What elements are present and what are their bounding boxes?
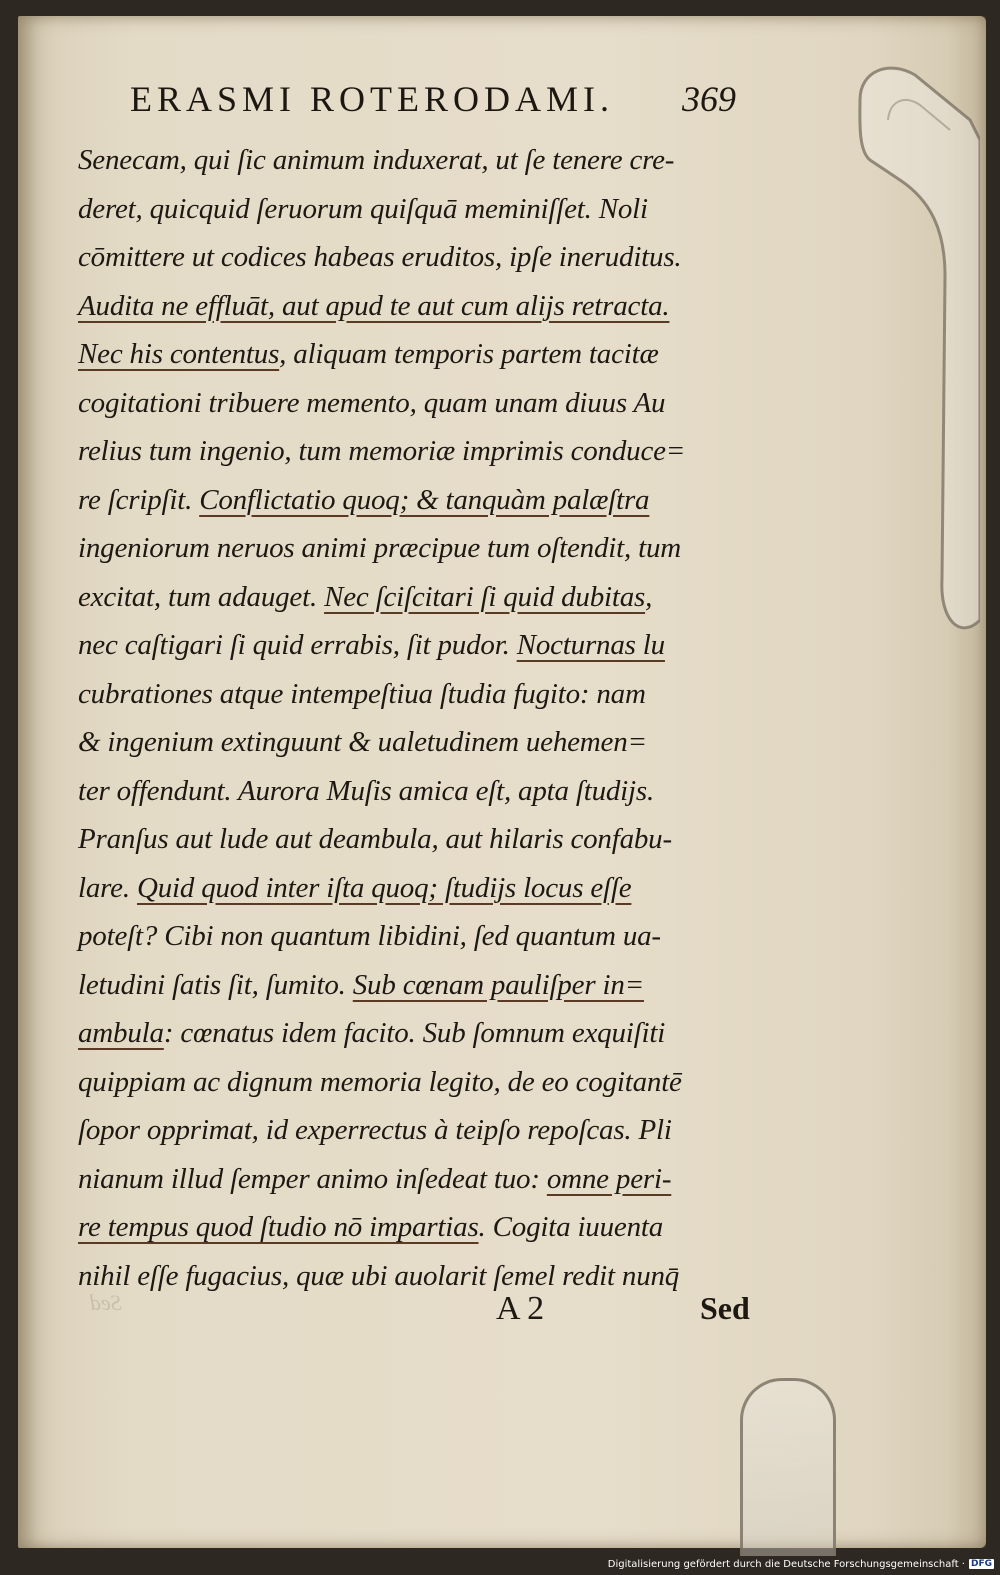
underlined-passage: omne peri- [546,1162,672,1195]
text-line [78,718,778,767]
line-text: re ſcripſit. [78,483,200,516]
underlined-passage: Nocturnas lu [516,629,665,661]
underlined-passage: Sub cœnam pauliſper in= [352,968,645,1001]
line-text: : cœnatus idem facito. Sub ſomnum exquiſiti [163,1017,666,1049]
line-text: ingeniorum neruos animi præcipue tum oſtendit, tum [78,532,681,564]
line-text: , aliquam temporis partem tacitæ [279,338,659,370]
underlined-passage: re tempus quod ſtudio nō impartias [78,1211,479,1243]
line-text: Senecam, qui ſic animum induxerat, ut ſe tenere cre- [78,144,675,176]
text-line [78,1252,778,1301]
catchword: Sed [700,1290,750,1326]
text-line [78,961,778,1010]
line-text: poteſt? Cibi non quantum libidini, ſed quantum ua- [78,920,661,952]
line-text: nihil eſſe fugacius, quæ ubi auolarit ſemel redit nunq̄ [78,1259,680,1292]
credit-text: Digitalisierung gefördert durch die Deutsche Forschungsgemeinschaft · [607,1558,965,1570]
text-line [78,573,778,622]
text-line [78,864,778,913]
digitization-credit [608,1557,994,1571]
signature-mark: A 2 [496,1290,545,1327]
line-text: . Cogita iuuenta [478,1211,664,1243]
text-line [78,1009,778,1058]
text-line [78,379,778,428]
page-number: 369 [682,79,736,119]
text-line [78,185,778,234]
text-line [78,1155,778,1204]
bleed-through-text: Sed [90,1290,122,1315]
line-text: cubrationes atque intempeſtiua ſtudia fugito: nam [78,677,646,710]
text-line [78,912,778,961]
text-line [78,524,778,573]
running-head [0,78,1000,128]
underlined-passage: Nec his contentus [78,338,280,370]
text-line [78,670,778,719]
body-text [78,136,778,1300]
line-text: nianum illud ſemper animo inſedeat tuo: [78,1162,547,1195]
line-text: excitat, tum adauget. [78,580,325,613]
page-clip-top [830,60,980,660]
line-text: Pranſus aut lude aut deambula, aut hilaris confabu- [78,823,672,855]
dfg-logo: DFG [970,1559,992,1569]
underlined-passage: ambula [78,1017,164,1049]
text-line [78,282,778,331]
text-line [78,767,778,816]
line-text: cogitationi tribuere memento, quam unam diuus Au [78,386,666,419]
line-text: , [645,580,653,613]
page-clip-bottom [740,1378,836,1556]
line-text: ſopor opprimat, id experrectus à teipſo repoſcas. Pli [78,1114,672,1146]
running-head-title: ERASMI ROTERODAMI. [130,79,615,119]
text-line [78,1058,778,1107]
underlined-passage: Quid quod inter iſta quoq; ſtudijs locus eſſe [136,871,632,904]
line-text: nec caſtigari ſi quid errabis, ſit pudor. [78,629,517,661]
line-text: relius tum ingenio, tum memoriæ imprimis conduce= [78,435,686,467]
line-text: letudini ſatis ſit, ſumito. [78,968,353,1001]
text-line [78,233,778,282]
underlined-passage: Nec ſciſcitari ſi quid dubitas [324,580,646,613]
text-line [78,1203,778,1252]
line-text: lare. [78,871,137,904]
text-line [78,621,778,670]
text-line [78,427,778,476]
underlined-passage: Audita ne effluāt, aut apud te aut cum alijs retracta. [78,289,670,322]
underlined-passage: Conflictatio quoq; & tanquàm palæſtra [199,483,650,516]
text-line [78,330,778,379]
text-line [78,1106,778,1155]
line-text: quippiam ac dignum memoria legito, de eo cogitantē [78,1065,682,1098]
text-line [78,815,778,864]
line-text: deret, quicquid ſeruorum quiſquā meminiſſet. Noli [78,192,648,225]
text-line [78,476,778,525]
line-text: cōmittere ut codices habeas eruditos, ipſe ineruditus. [78,241,682,273]
line-text: ter offendunt. Aurora Muſis amica eſt, apta ſtudijs. [78,774,655,807]
line-text: & ingenium extinguunt & ualetudinem uehemen= [78,726,647,758]
text-line [78,136,778,185]
